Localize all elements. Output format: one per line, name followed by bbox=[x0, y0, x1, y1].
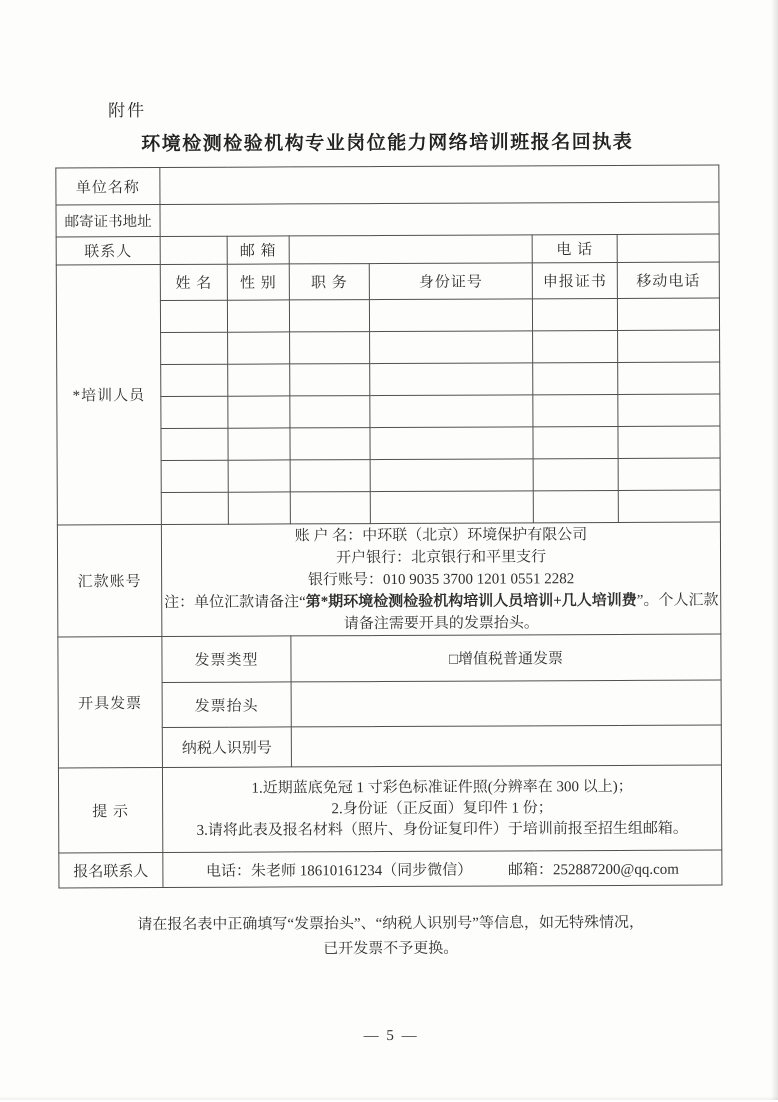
signup-contact-label: 报名联系人 bbox=[59, 852, 163, 887]
row-remittance bbox=[57, 522, 721, 637]
footer-note-line2: 已开发票不予更换。 bbox=[323, 940, 459, 958]
attachment-label: 附件 bbox=[108, 101, 147, 121]
invoice-title-label: 发票抬头 bbox=[162, 682, 291, 728]
signup-contact-email: 邮箱：252887200@qq.com bbox=[507, 861, 679, 878]
signup-contact-phone: 电话：朱老师 18610161234（同步微信） bbox=[205, 862, 473, 880]
tip-item-2: 2.身份证（正反面）复印件 1 份； bbox=[331, 799, 553, 817]
mail-address-value-cell bbox=[160, 202, 719, 236]
unit-name-label: 单位名称 bbox=[56, 167, 160, 204]
col-header-gender: 性 别 bbox=[227, 264, 289, 300]
remittance-details bbox=[161, 522, 721, 636]
row-tips bbox=[58, 765, 721, 853]
mail-address-label: 邮寄证书地址 bbox=[56, 204, 160, 236]
phone-label: 电 话 bbox=[532, 235, 617, 263]
row-contact bbox=[56, 234, 719, 265]
invoice-type-label: 发票类型 bbox=[162, 636, 291, 683]
contact-label: 联系人 bbox=[56, 236, 160, 264]
row-personnel-header bbox=[56, 262, 719, 301]
col-header-mobile: 移动电话 bbox=[617, 262, 719, 298]
footer-note bbox=[2, 910, 778, 963]
page-title: 环境检测检验机构专业岗位能力网络培训班报名回执表 bbox=[141, 131, 634, 156]
row-unit-name bbox=[56, 165, 719, 205]
email-value-cell bbox=[289, 235, 532, 264]
col-header-position: 职 务 bbox=[289, 264, 369, 300]
scan-edge-artifact bbox=[771, 0, 778, 1100]
row-invoice-type bbox=[58, 634, 721, 683]
col-header-name: 姓 名 bbox=[160, 264, 227, 300]
signup-contact-info bbox=[163, 850, 722, 887]
unit-name-value-cell bbox=[160, 165, 719, 204]
col-header-certificate: 申报证书 bbox=[532, 263, 617, 299]
contact-value-cell bbox=[160, 236, 227, 264]
invoice-title-value-cell bbox=[291, 680, 721, 727]
scan-edge-artifact-bottom bbox=[0, 1096, 778, 1100]
invoice-type-value: □增值税普通发票 bbox=[291, 634, 721, 682]
tip-item-3: 3.请将此表及报名材料（照片、身份证复印件）于培训前报至招生组邮箱。 bbox=[196, 820, 688, 839]
invoice-label: 开具发票 bbox=[58, 636, 163, 767]
row-mail-address bbox=[56, 202, 719, 237]
remittance-note-bold: 第*期环境检测检验机构培训人员培训+几人培训费 bbox=[305, 592, 637, 610]
page-number: — 5 — bbox=[363, 1027, 419, 1045]
invoice-taxid-label: 纳税人识别号 bbox=[162, 727, 291, 768]
invoice-taxid-value-cell bbox=[291, 725, 721, 767]
footer-note-line1: 请在报名表中正确填写“发票抬头”、“纳税人识别号”等信息，如无特殊情况， bbox=[137, 914, 644, 934]
row-signup-contact bbox=[59, 850, 722, 888]
remittance-label: 汇款账号 bbox=[57, 524, 161, 636]
remittance-bank: 开户银行：北京银行和平里支行 bbox=[336, 548, 547, 566]
tips-list bbox=[162, 765, 721, 852]
tips-label: 提 示 bbox=[58, 767, 162, 852]
tip-item-1: 1.近期蓝底免冠 1 寸彩色标准证件照(分辨率在 300 以上)； bbox=[251, 778, 633, 797]
remittance-note: 注：单位汇款请备注“第*期环境检测检验机构培训人员培训+几人培训费”。个人汇款请备注需要开具的发票抬头。 bbox=[164, 592, 719, 632]
email-label: 邮 箱 bbox=[227, 236, 289, 264]
phone-value-cell bbox=[617, 234, 719, 262]
remittance-account-no: 银行账号：010 9035 3700 1201 0551 2282 bbox=[307, 570, 575, 588]
registration-form-table bbox=[55, 165, 722, 889]
col-header-id-number: 身份证号 bbox=[369, 263, 532, 300]
trainees-label: *培训人员 bbox=[56, 264, 161, 524]
remittance-account-name: 账 户 名：中环联（北京）环境保护有限公司 bbox=[294, 526, 588, 544]
